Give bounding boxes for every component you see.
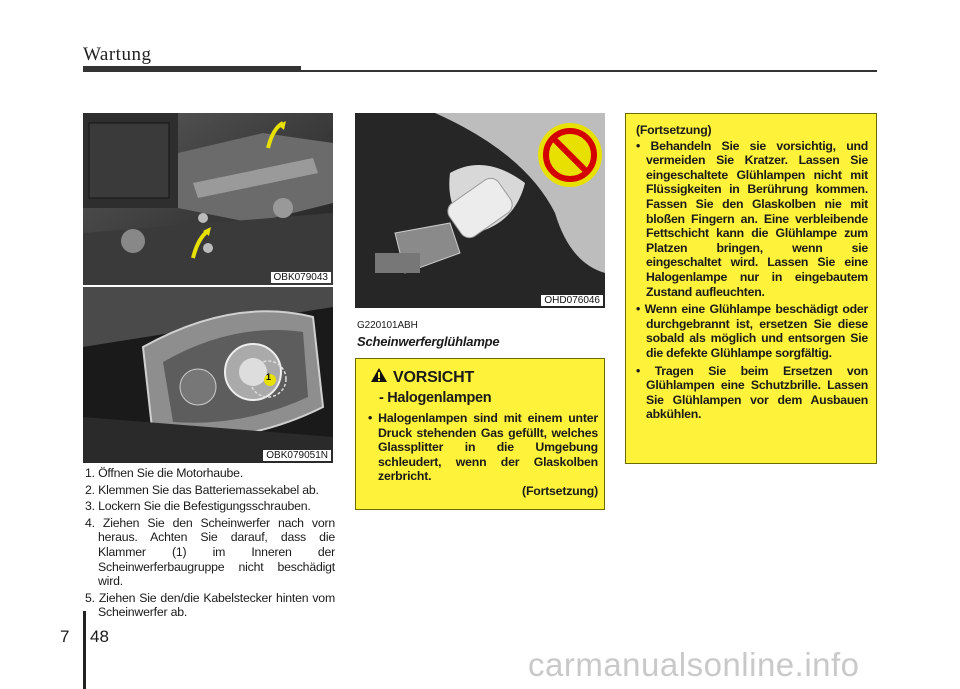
continued-label: (Fortsetzung) (636, 123, 712, 137)
section-title: Scheinwerferglühlampe (357, 334, 500, 349)
page-header-title: Wartung (83, 44, 152, 65)
list-item: 3. Lockern Sie die Befestigungsschrauben. (85, 499, 311, 514)
continued-label: (Fortsetzung) (522, 483, 598, 498)
headlamp-photo (83, 287, 333, 463)
list-item: • Wenn eine Glühlampe beschädigt oder durchgebrannt ist, ersetzen Sie diese sobald als möglich und entsorgen Sie die defekte Glühlampe sorgfältig. (636, 302, 868, 360)
list-item: 4. Ziehen Sie den Scheinwerfer nach vorn heraus. Achten Sie darauf, dass die Klammer (1) im Inneren der Scheinwerferbaugruppe nicht beschädigt wird. (85, 515, 335, 589)
warning-title: VORSICHT (393, 368, 475, 386)
image-code: OBK079043 (271, 272, 332, 283)
list-item: 2. Klemmen Sie das Batteriemassekabel ab. (85, 482, 319, 497)
image-code: OBK079051N (263, 450, 331, 461)
footer-divider (83, 611, 86, 689)
caution-continued-box (625, 113, 877, 464)
list-item: • Tragen Sie beim Ersetzen von Glühlampen eine Schutzbrille. Lassen Sie Glühlampen vor dem Ausbauen abkühlen. (636, 363, 868, 422)
header-rule (300, 70, 877, 72)
bulb-photo (355, 113, 605, 308)
page-number: 48 (90, 627, 109, 646)
list-item: 5. Ziehen Sie den/die Kabelstecker hinten vom Scheinwerfer ab. (85, 590, 335, 620)
warning-box (355, 358, 605, 510)
chapter-number: 7 (60, 627, 70, 646)
list-item: 1. Öffnen Sie die Motorhaube. (85, 466, 244, 480)
image-code: OHD076046 (541, 295, 603, 306)
steps-list (85, 466, 335, 622)
warning-subtitle: - Halogenlampen (379, 390, 492, 406)
warning-icon (370, 367, 388, 388)
callout-label: 1 (266, 372, 272, 382)
list-item: • Behandeln Sie sie vorsichtig, und vermeiden Sie Kratzer. Lassen Sie eingeschaltete Glühlampen nicht mit Flüssigkeiten in Berührung kommen. Fassen Sie den Glaskolben nie mit bloßen Fingern an. Eine verbleibende Fettschicht kann die Glühlampe zum Platzen bringen, wenn sie eingeschaltet wird. Lassen Sie eine Halogenlampe nur in eingebautem Zustand aufleuchten. (636, 138, 868, 299)
engine-bay-photo (83, 113, 333, 285)
list-item: • Halogenlampen sind mit einem unter Druck stehenden Gas gefüllt, welches Glassplitter in die Umgebung schleudert, wenn der Glaskolben zerbricht. (368, 411, 598, 484)
watermark: carmanualsonline.info (528, 646, 860, 683)
header-bar (83, 66, 301, 72)
section-code: G220101ABH (357, 320, 418, 331)
